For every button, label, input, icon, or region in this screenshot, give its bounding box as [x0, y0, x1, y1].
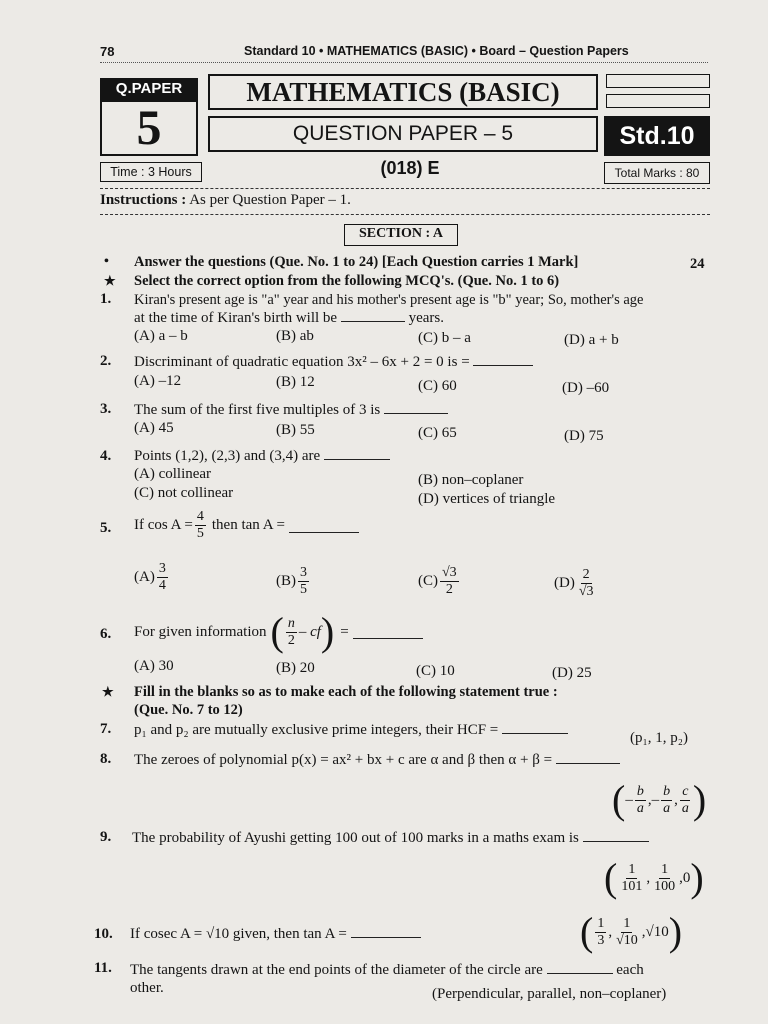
q10-o2-num: 1 [623, 915, 631, 931]
bullet-1: • [104, 254, 109, 269]
q10-text-main: If cosec A = √10 given, then tan A = [130, 926, 347, 942]
rule-2 [100, 214, 710, 215]
q5-option-d-frac [577, 568, 596, 599]
q4-text [134, 448, 390, 465]
q10-o1-den: 3 [597, 932, 605, 948]
q6-option-d: (D) 25 [552, 665, 592, 681]
q7-text-main: p₁ and p₂ are mutually exclusive prime integers, their HCF = [134, 722, 499, 738]
section-note-3-line1: Fill in the blanks so as to make each of the following statement true : [134, 684, 558, 700]
q6-frac-num: n [287, 615, 295, 631]
q1-text-line2 [134, 310, 444, 327]
q5-fraction [195, 510, 206, 541]
q9-o1 [619, 863, 644, 894]
q5-option-a [134, 562, 170, 593]
q8-o1-den: a [636, 800, 644, 816]
q9-o2 [652, 863, 677, 894]
q7-number: 7. [100, 721, 112, 737]
q6-text-main: For given information [134, 623, 267, 640]
q2-option-a: (A) –12 [134, 373, 182, 389]
q10-blank [351, 937, 421, 938]
q8-o3 [680, 785, 691, 816]
std-label: Std.10 [604, 116, 710, 156]
q5-a-num: 3 [158, 561, 166, 576]
q4-option-d: (D) vertices of triangle [418, 491, 556, 507]
q5-option-b-label: (B) [276, 573, 296, 589]
section-note-2: Select the correct option from the following MCQ's. (Que. No. 1 to 6) [134, 273, 560, 289]
q3-number: 3. [100, 401, 112, 417]
q3-option-b: (B) 55 [276, 422, 315, 438]
q11-text-main: The tangents drawn at the end points of the diameter of the circle are [130, 962, 543, 978]
q5-c-num: √3 [442, 565, 457, 580]
q9-o2-den: 100 [654, 878, 676, 894]
section-note-1-marks: 24 [690, 256, 705, 272]
star-2: ★ [102, 684, 114, 699]
deco-box-2 [606, 94, 710, 108]
q5-d-den: √3 [578, 584, 594, 599]
q8-o2-num: b [663, 783, 671, 799]
q10-number: 10. [94, 926, 113, 942]
q8-o1-sign: – [625, 791, 633, 808]
q2-blank [473, 365, 533, 366]
q8-o2-den: a [663, 800, 671, 816]
q1-text-line1: Kiran's present age is "a" year and his mother's present age is "b" year; So, mother's age [134, 292, 644, 308]
q10-o1-num: 1 [597, 915, 605, 931]
section-note-1: Answer the questions (Que. No. 1 to 24) [Each Question carries 1 Mark] [134, 254, 579, 270]
q10-options: ( $\frac{1}{3}$ , $\frac{1}{√10}$ , √10 ) [580, 909, 683, 954]
q3-option-c: (C) 65 [418, 425, 457, 441]
q8-o1-num: b [636, 783, 644, 799]
qpaper-label: Q.PAPER [100, 78, 198, 100]
q9-text-main: The probability of Ayushi getting 100 out of 100 marks in a maths exam is [132, 830, 579, 846]
q5-text-a: If cos A = [134, 517, 193, 533]
q6-option-c: (C) 10 [416, 663, 455, 679]
q1-blank [341, 321, 405, 322]
q2-text-main: Discriminant of quadratic equation 3x² – 6x + 2 = 0 is = [134, 354, 470, 370]
deco-box-1 [606, 74, 710, 88]
q1-option-c: (C) b – a [418, 330, 471, 346]
q7-text [134, 722, 568, 739]
q8-text-main: The zeroes of polynomial p(x) = ax² + bx + c are α and β then α + β = [134, 752, 553, 768]
q5-option-d [554, 568, 598, 599]
q9-blank [583, 841, 649, 842]
q5-blank [289, 532, 359, 533]
q5-text [134, 510, 359, 541]
q9-o3: 0 [682, 869, 691, 886]
q11-text-line2: other. [130, 980, 164, 996]
q10-text [130, 926, 421, 943]
q8-blank [556, 763, 620, 764]
q10-o2-den: √10 [616, 932, 638, 948]
q10-o3: √10 [645, 923, 669, 940]
q4-number: 4. [100, 448, 112, 464]
section-label: SECTION : A [358, 226, 444, 241]
instructions [100, 192, 351, 209]
page-number: 78 [100, 44, 115, 59]
q5-frac-den: 5 [196, 526, 204, 541]
q6-fraction [286, 617, 297, 648]
q4-blank [324, 459, 390, 460]
q2-number: 2. [100, 353, 112, 369]
q1-text-line2b: years. [408, 310, 444, 326]
q5-option-c [418, 566, 461, 597]
q5-option-a-frac [157, 562, 168, 593]
q6-frac-den: 2 [287, 632, 295, 648]
q6-tail: – cf [298, 623, 321, 640]
instructions-text: As per Question Paper – 1. [189, 192, 351, 208]
q1-number: 1. [100, 291, 112, 307]
q3-option-a: (A) 45 [134, 420, 174, 436]
q5-c-den: 2 [445, 582, 453, 597]
q3-text-main: The sum of the first five multiples of 3 is [134, 402, 381, 418]
q3-option-d: (D) 75 [564, 428, 604, 444]
q2-option-d: (D) –60 [562, 380, 610, 396]
total-marks: Total Marks : 80 [614, 166, 700, 180]
q8-o2 [661, 785, 672, 816]
q4-option-b: (B) non–coplaner [418, 472, 524, 488]
q9-o1-num: 1 [628, 861, 636, 877]
q11-blank [547, 973, 613, 974]
q10-o2 [614, 917, 640, 948]
paper-code: (018) E [380, 158, 440, 178]
q8-o3-den: a [681, 800, 689, 816]
q5-option-c-label: (C) [418, 573, 438, 589]
q1-option-b: (B) ab [276, 328, 314, 344]
q5-option-b [276, 566, 311, 597]
q5-option-c-frac [440, 566, 459, 597]
q9-text [132, 830, 649, 847]
q2-option-b: (B) 12 [276, 374, 315, 390]
q6-option-a: (A) 30 [134, 658, 174, 674]
q11-number: 11. [94, 960, 112, 976]
q8-number: 8. [100, 751, 112, 767]
q6-option-b: (B) 20 [276, 660, 315, 676]
q2-text [134, 354, 533, 371]
q8-options: ( – $\frac{b}{a}$ , – $\frac{b}{a}$ , $\frac{c}{a}$ ) [612, 777, 707, 822]
q1-option-d: (D) a + b [564, 332, 619, 348]
q8-o3-num: c [682, 783, 689, 799]
q8-o2-sign: – [651, 791, 660, 808]
star-1: ★ [104, 273, 116, 288]
q10-o1 [595, 917, 606, 948]
q1-option-a: (A) a – b [134, 328, 188, 344]
running-head: Standard 10 • MATHEMATICS (BASIC) • Board – Question Papers [244, 44, 629, 58]
q7-blank [502, 733, 568, 734]
q11-text-line1 [130, 962, 644, 979]
q11-options: (Perpendicular, parallel, non–coplaner) [432, 986, 667, 1002]
q5-text-b: then tan A = [211, 517, 285, 533]
instructions-label: Instructions : [100, 192, 187, 208]
q9-number: 9. [100, 829, 112, 845]
q6-text: For given information ( $\frac{n}{2}$ – cf ) = [134, 612, 423, 652]
q5-option-b-frac [298, 566, 309, 597]
q11-text-tail: each [616, 962, 644, 978]
q4-option-a: (A) collinear [134, 466, 212, 482]
q5-b-num: 3 [300, 565, 307, 580]
q8-o1 [635, 785, 646, 816]
paper-title: QUESTION PAPER – 5 [292, 122, 514, 145]
q4-text-main: Points (1,2), (2,3) and (3,4) are [134, 448, 321, 464]
q5-number: 5. [100, 520, 112, 536]
q9-options: ( $\frac{1}{101}$ , $\frac{1}{100}$ , 0 ) [604, 855, 704, 900]
q5-a-den: 4 [158, 578, 166, 593]
subject-title: MATHEMATICS (BASIC) [246, 77, 560, 107]
qpaper-number: 5 [136, 99, 162, 155]
q3-text [134, 402, 448, 419]
q6-number: 6. [100, 626, 112, 642]
q5-option-d-label: (D) [554, 575, 575, 591]
q5-b-den: 5 [300, 582, 307, 597]
q8-text [134, 752, 620, 769]
q1-text-line2a: at the time of Kiran's birth will be [134, 310, 338, 326]
q2-option-c: (C) 60 [418, 378, 457, 394]
q5-d-num: 2 [582, 567, 590, 582]
q9-o1-den: 101 [621, 878, 643, 894]
rule-1 [100, 188, 710, 189]
section-note-3-line2: (Que. No. 7 to 12) [134, 702, 243, 718]
q6-eq: = [340, 623, 349, 640]
q3-blank [384, 413, 448, 414]
header-rule [100, 62, 708, 63]
q9-o2-num: 1 [661, 861, 669, 877]
q6-blank [353, 638, 423, 639]
q5-frac-num: 4 [196, 509, 204, 524]
q4-option-c: (C) not collinear [134, 485, 234, 501]
q7-options: (p₁, 1, p₂) [630, 730, 688, 746]
time-label: Time : 3 Hours [110, 165, 192, 179]
q5-option-a-label: (A) [134, 569, 155, 585]
